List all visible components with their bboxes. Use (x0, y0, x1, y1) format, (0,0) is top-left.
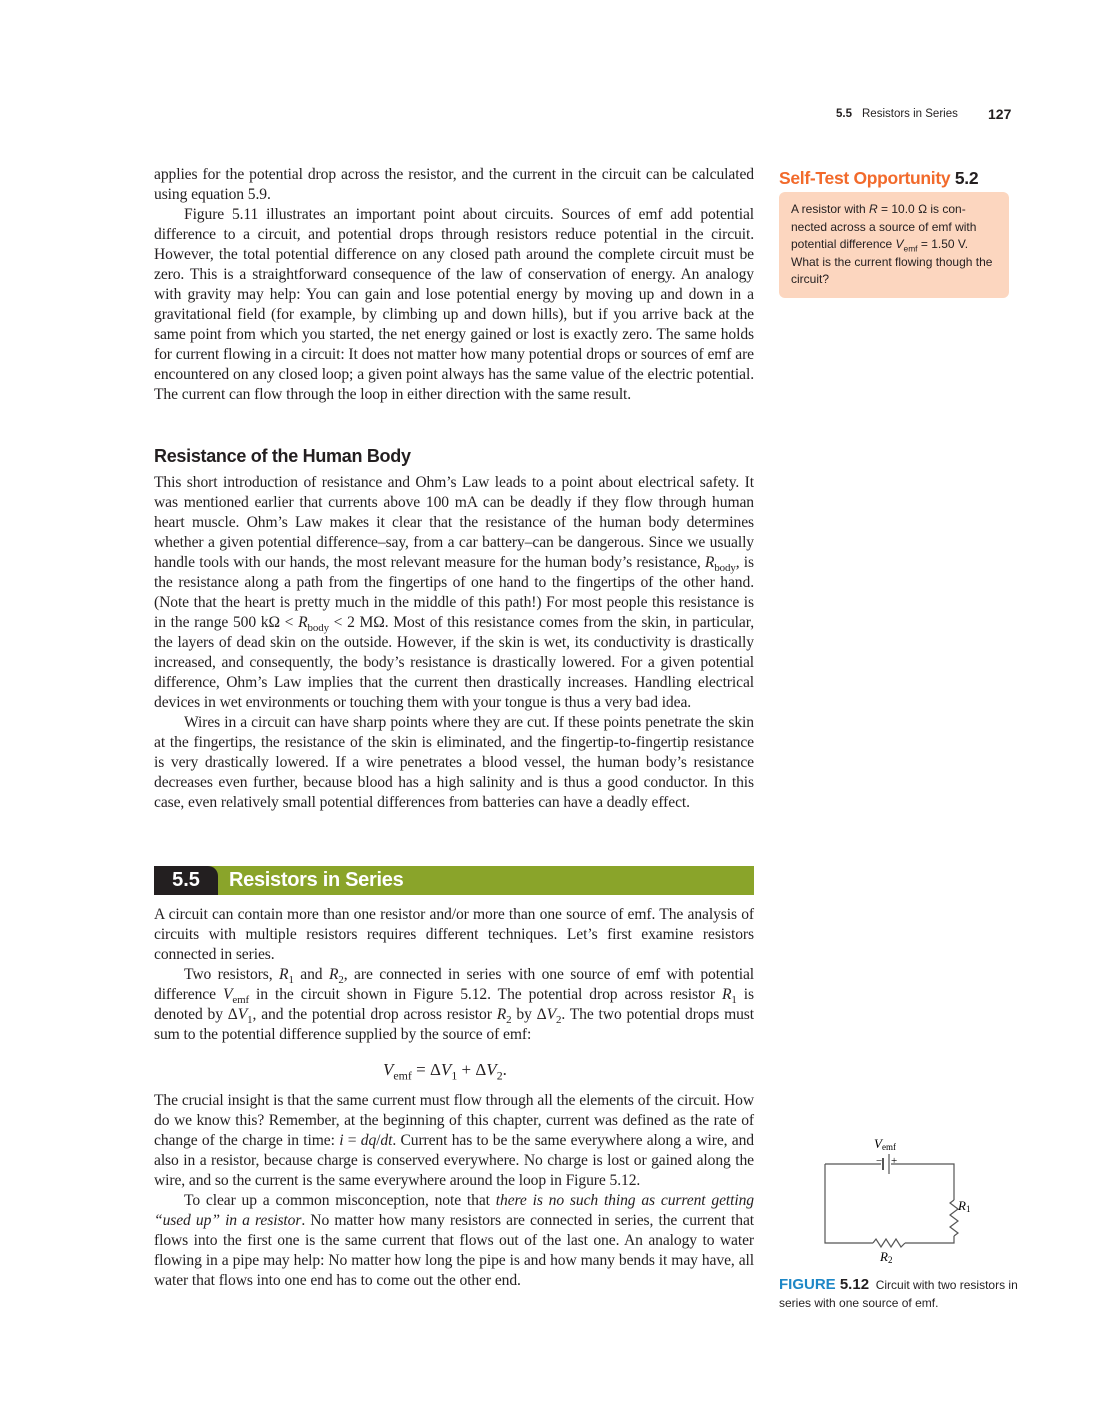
text-run: Wires in a circuit can have sharp points where they are cut. If these points penetrate the skin at the fingertips, the resistance of the skin is eliminated, and the fingertip-to-fingertip resistance is very drastically lowered. If a wire penetrates a blood vessel, the human body’s resistance decreases even further, because blood has a high salinity and is thus a good conductor. In this case, even relatively small potential differences from batteries can have a deadly effect. (154, 714, 754, 811)
text-run: and (293, 966, 329, 983)
paragraph (154, 473, 754, 713)
subscript: 2 (338, 974, 344, 987)
body-text-block-3 (154, 905, 754, 1045)
body-text-block-1 (154, 165, 754, 405)
text-run: A circuit can contain more than one resistor and/or more than one source of emf. The analysis of circuits with multiple resistors requires different techniques. Let’s first examine resistors connected in series. (154, 906, 754, 963)
paragraph (154, 713, 754, 813)
subscript: 1 (247, 1014, 253, 1027)
text-run: This short introduction of resistance and Ohm’s Law leads to a point about electrical safety. It was mentioned earlier that currents above 100 mA can be deadly if they flow through human heart muscle. Ohm’s Law makes it clear that the resistance of the human body determines whether a given potential difference–say, from a car battery–can be dangerous. Since we usually handle tools with our hands, the most relevant measure for the human body’s resistance, (154, 474, 754, 571)
equation (383, 1060, 507, 1083)
text-run: . No matter how many resistors are connected in series, the current that flows into the first one is the same current that flows out of the last one. An analogy to water flowing in a pipe may help: No matter how long the pipe is and how many bends it may have, all water that flows into one end has to come out the other end. (154, 1212, 755, 1289)
subscript: 2 (496, 1068, 503, 1083)
header-section-number: 5.5 (836, 108, 852, 120)
italic-text: dq (360, 1132, 377, 1149)
figure-label-number: 5.12 (839, 1276, 870, 1293)
circuit-diagram (779, 1130, 979, 1270)
text-run: = 1.50 V. What is the current flowing though the circuit? (791, 237, 993, 287)
text-run: applies for the potential drop across the resistor, and the current in the circuit can be calculated using equation 5.9. (154, 166, 754, 203)
section-heading-bar (154, 866, 754, 895)
body-text-block-2 (154, 473, 754, 813)
italic-text: V (440, 1060, 452, 1079)
figure-label-word: FIGURE (779, 1276, 836, 1293)
text-run: To clear up a common misconception, note that (184, 1192, 496, 1209)
section-title: Resistors in Series (229, 869, 404, 891)
paragraph (154, 965, 754, 1045)
text-run: . (502, 1060, 507, 1079)
italic-text: i (339, 1132, 344, 1149)
italic-text: V (383, 1060, 394, 1079)
body-text-block-4 (154, 1091, 754, 1291)
text-run: is denoted by Δ (154, 986, 754, 1023)
subscript: 2 (506, 1014, 512, 1027)
italic-text: R (869, 202, 878, 216)
paragraph (154, 1191, 754, 1291)
text-run: , is the resistance along a path from the fingertips of one hand to the fingertips of the other hand. (Note that the heart is pretty much in the middle of this path!) For most people this resistance is in the range 500 kΩ < (154, 554, 754, 631)
text-run: = Δ (411, 1060, 441, 1079)
italic-text: R (496, 1006, 507, 1023)
subscript: 1 (731, 994, 737, 1007)
figure-label (779, 1276, 869, 1293)
paragraph (154, 1091, 754, 1191)
resistor-r1-icon (950, 1200, 958, 1236)
figure-caption (779, 1276, 1019, 1312)
text-run: = 10.0 Ω is connected across a source of emf with potential difference (791, 202, 977, 252)
page-number: 127 (988, 106, 1012, 122)
text-run: The crucial insight is that the same current must flow through all the elements of the circuit. How do we know this? Remember, at the beginning of this chapter, current was defined as the rate of change of the charge in time: (154, 1092, 754, 1149)
subscript: 1 (288, 974, 294, 987)
text-run: Two resistors, (184, 966, 280, 983)
resistor-r2-icon (873, 1239, 905, 1247)
italic-text: there is no such thing as current getting “used up” in a resistor (154, 1192, 754, 1229)
subscript: 1 (451, 1068, 458, 1083)
text-run: in the circuit shown in Figure 5.12. The potential drop across resistor (249, 986, 722, 1003)
header-section-title: Resistors in Series (862, 108, 958, 120)
subscript: emf (393, 1068, 412, 1083)
text-run: A resistor with (791, 202, 870, 216)
text-run: / (376, 1132, 381, 1149)
italic-text: R (298, 614, 308, 631)
text-run: , and the potential drop across resistor (252, 1006, 497, 1023)
italic-text: dt (380, 1132, 393, 1149)
text-run: . Current has to be the same everywhere along a wire, and also in a resistor, because charge is conserved everywhere. No charge is lost or gained along the wire, and so the current is the same everywhere around the loop in Figure 5.12. (154, 1132, 754, 1189)
paragraph (154, 905, 754, 965)
section-number: 5.5 (154, 866, 218, 895)
plus-sign: + (891, 1155, 898, 1167)
subscript: emf (232, 994, 250, 1007)
self-test-box (779, 192, 1009, 298)
text-run: . The two potential drops must sum to the potential difference supplied by the source of emf: (154, 1006, 754, 1043)
running-header (836, 108, 958, 120)
subscript: 2 (556, 1014, 562, 1027)
italic-text: V (237, 1006, 248, 1023)
text-run: , are connected in series with one source of emf with potential difference (154, 966, 755, 1003)
r2-label: R2 (880, 1249, 893, 1265)
text-run: = (343, 1132, 361, 1149)
paragraph (154, 165, 754, 205)
self-test-title (779, 168, 978, 189)
subsection-heading: Resistance of the Human Body (154, 446, 411, 466)
subscript: body (714, 562, 736, 575)
italic-text: V (486, 1060, 497, 1079)
text-run: by Δ (511, 1006, 547, 1023)
italic-text: V (546, 1006, 556, 1023)
subscript: emf (903, 243, 918, 254)
italic-text: R (704, 554, 715, 571)
text-run: < 2 MΩ. Most of this resistance comes from the skin, in particular, the layers of dead skin on the outside. However, if the skin is wet, its conductivity is drastically increased, and consequently, the body’s resistance is drastically lowered. For a given potential difference, Ohm’s Law implies that the current then drastically increases. Handling electrical devices in wet environments or touching them with your tongue is thus a very bad idea. (154, 614, 754, 711)
italic-text: R (279, 966, 289, 983)
circuit-wire (825, 1164, 954, 1243)
text-run: Figure 5.11 illustrates an important point about circuits. Sources of emf add potential difference to a circuit, and potential drops through resistors reduce potential in the circuit. However, the total potential difference on any closed path around the complete circuit must be zero. This is a straightforward consequence of the law of conservation of energy. An analogy with gravity may help: You can gain and lose potential energy by moving up and down in a gravitational field (for example, by climbing up and down hills), but if you arrive back at the same point from which you started, the net energy gained or lost is exactly zero. The same holds for current flowing in a circuit: It does not matter how many potential drops or sources of emf are encountered on any closed loop; a given point always has the same value of the electric potential. The current can flow through the loop in either direction with the same result. (154, 206, 754, 403)
self-test-label: Self-Test Opportunity (779, 168, 951, 188)
italic-text: V (222, 986, 233, 1003)
italic-text: V (895, 237, 904, 252)
v-emf-label: Vemf (874, 1136, 896, 1152)
minus-sign: − (876, 1155, 883, 1167)
paragraph (154, 205, 754, 405)
self-test-number: 5.2 (954, 168, 979, 188)
subscript: body (307, 622, 329, 635)
text-run: + Δ (457, 1060, 487, 1079)
r1-label: R1 (958, 1198, 971, 1214)
italic-text: R (721, 986, 732, 1003)
figure-caption-text: Circuit with two resistors in series with one source of emf. (779, 1278, 1018, 1310)
italic-text: R (328, 966, 339, 983)
